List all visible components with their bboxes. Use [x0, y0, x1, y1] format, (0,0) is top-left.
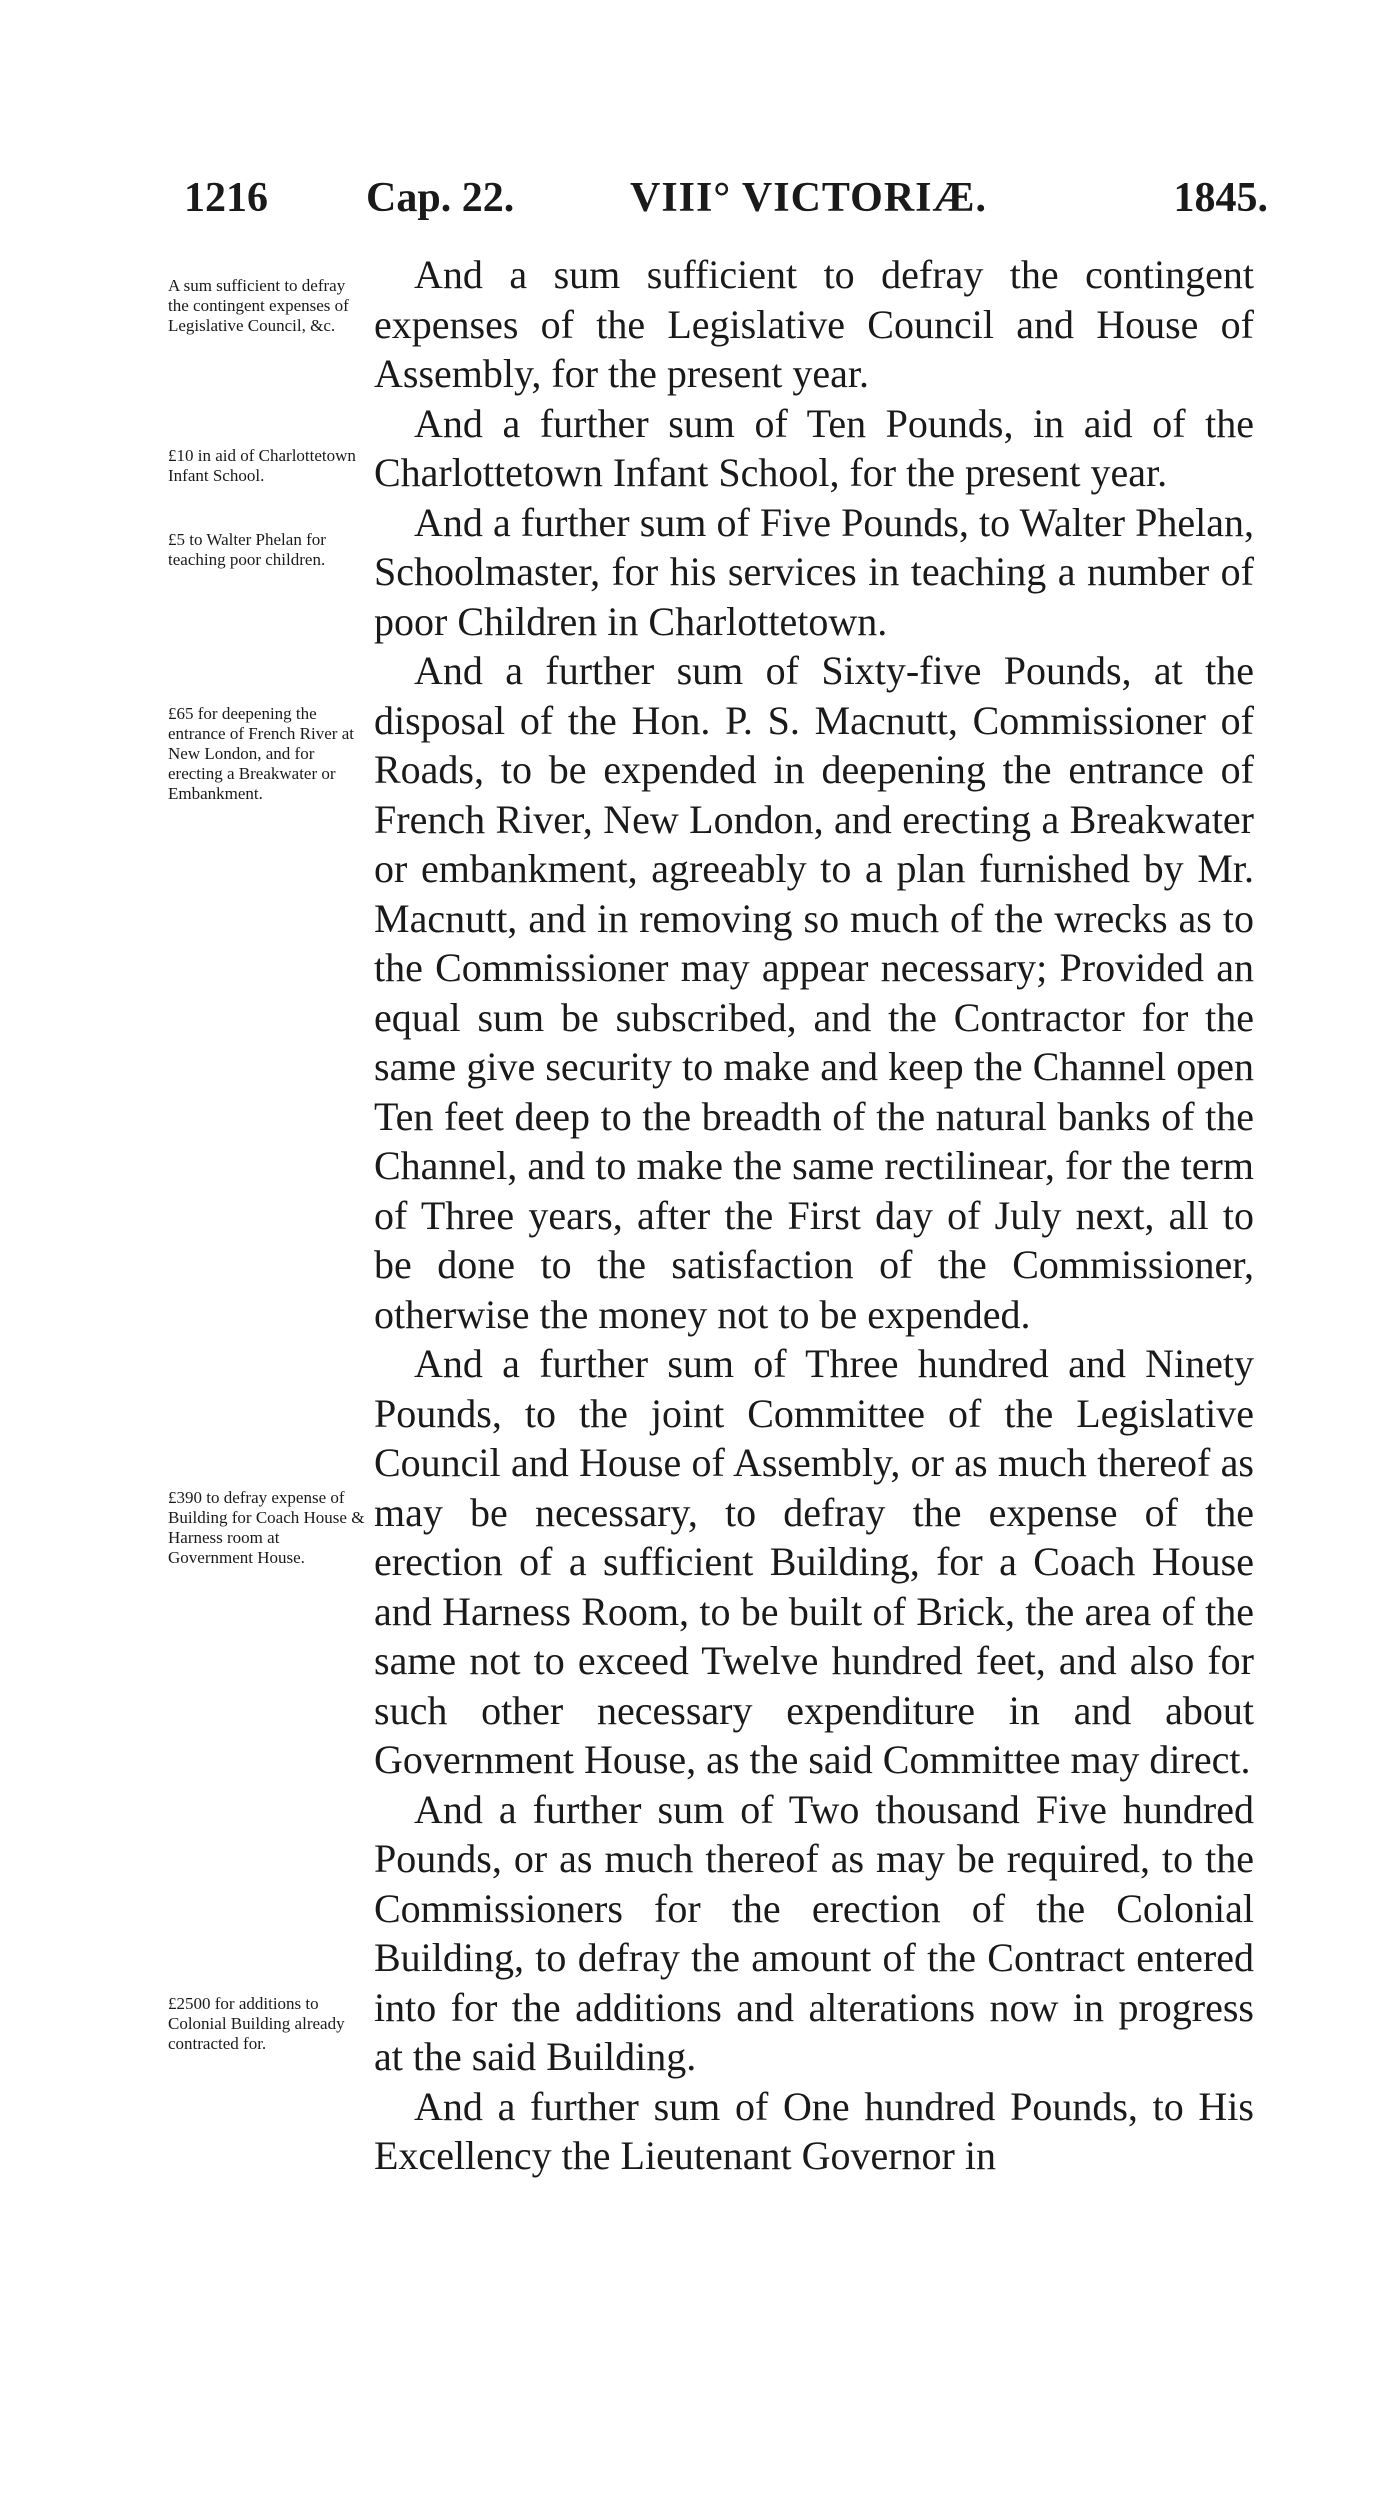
body-text	[374, 250, 1254, 2181]
chapter-number: Cap. 22.	[366, 175, 515, 221]
running-header	[184, 168, 1268, 228]
year: 1845.	[1173, 175, 1268, 221]
margin-note-colonial-building: £2500 for additions to Colonial Building already contracted for.	[168, 1994, 345, 2053]
paragraph-contingent-expenses: And a sum sufficient to defray the contingent expenses of the Legislative Council and House of Assembly, for the present year.	[374, 252, 1254, 396]
running-title: VIII° VICTORIÆ.	[630, 175, 988, 221]
paragraph-lieutenant-governor: And a further sum of One hundred Pounds, to His Excellency the Lieutenant Governor in	[374, 2083, 1254, 2178]
paragraph-walter-phelan: And a further sum of Five Pounds, to Walter Phelan, Schoolmaster, for his services in teaching a number of poor Children in Charlottetown.	[374, 499, 1254, 644]
margin-note-contingent-expenses: A sum sufficient to defray the contingent expenses of Legislative Council, &c.	[168, 276, 349, 335]
paragraph-colonial-building: And a further sum of Two thousand Five hundred Pounds, or as much thereof as may be required, to the Commissioners for the erection of the Colonial Building, to defray the amount of the Contract entered into for the additions and alterations now in progress at the said Building.	[374, 1786, 1254, 2079]
margin-note-walter-phelan: £5 to Walter Phelan for teaching poor children.	[168, 530, 326, 569]
paragraph-infant-school: And a further sum of Ten Pounds, in aid of the Charlottetown Infant School, for the present year.	[374, 400, 1254, 495]
paragraph-french-river: And a further sum of Sixty-five Pounds, at the disposal of the Hon. P. S. Macnutt, Commissioner of Roads, to be expended in deepening the entrance of French River, New London, and erecting a Breakwater or embankment, agreeably to a plan furnished by Mr. Macnutt, and in removing so much of the wrecks as to the Commissioner may appear necessary; Provided an equal sum be subscribed, and the Contractor for the same give security to make and keep the Channel open Ten feet deep to the breadth of the natural banks of the Channel, and to make the same rectilinear, for the term of Three years, after the First day of July next, all to be done to the satisfaction of the Commissioner, otherwise the money not to be expended.	[374, 648, 1254, 1337]
page-number: 1216	[184, 175, 268, 221]
margin-note-coach-house: £390 to defray expense of Building for Coach House & Harness room at Government House.	[168, 1488, 365, 1567]
paragraph-coach-house: And a further sum of Three hundred and Ninety Pounds, to the joint Committee of the Legislative Council and House of Assembly, or as much thereof as may be necessary, to defray the expense of the erection of a sufficient Building, for a Coach House and Harness Room, to be built of Brick, the area of the same not to exceed Twelve hundred feet, and also for such other necessary expenditure in and about Government House, as the said Committee may direct.	[374, 1341, 1254, 1782]
margin-note-french-river: £65 for deepening the entrance of French River at New London, and for erecting a Breakwater or Embankment.	[168, 704, 354, 803]
margin-note-infant-school: £10 in aid of Charlottetown Infant School.	[168, 446, 356, 485]
